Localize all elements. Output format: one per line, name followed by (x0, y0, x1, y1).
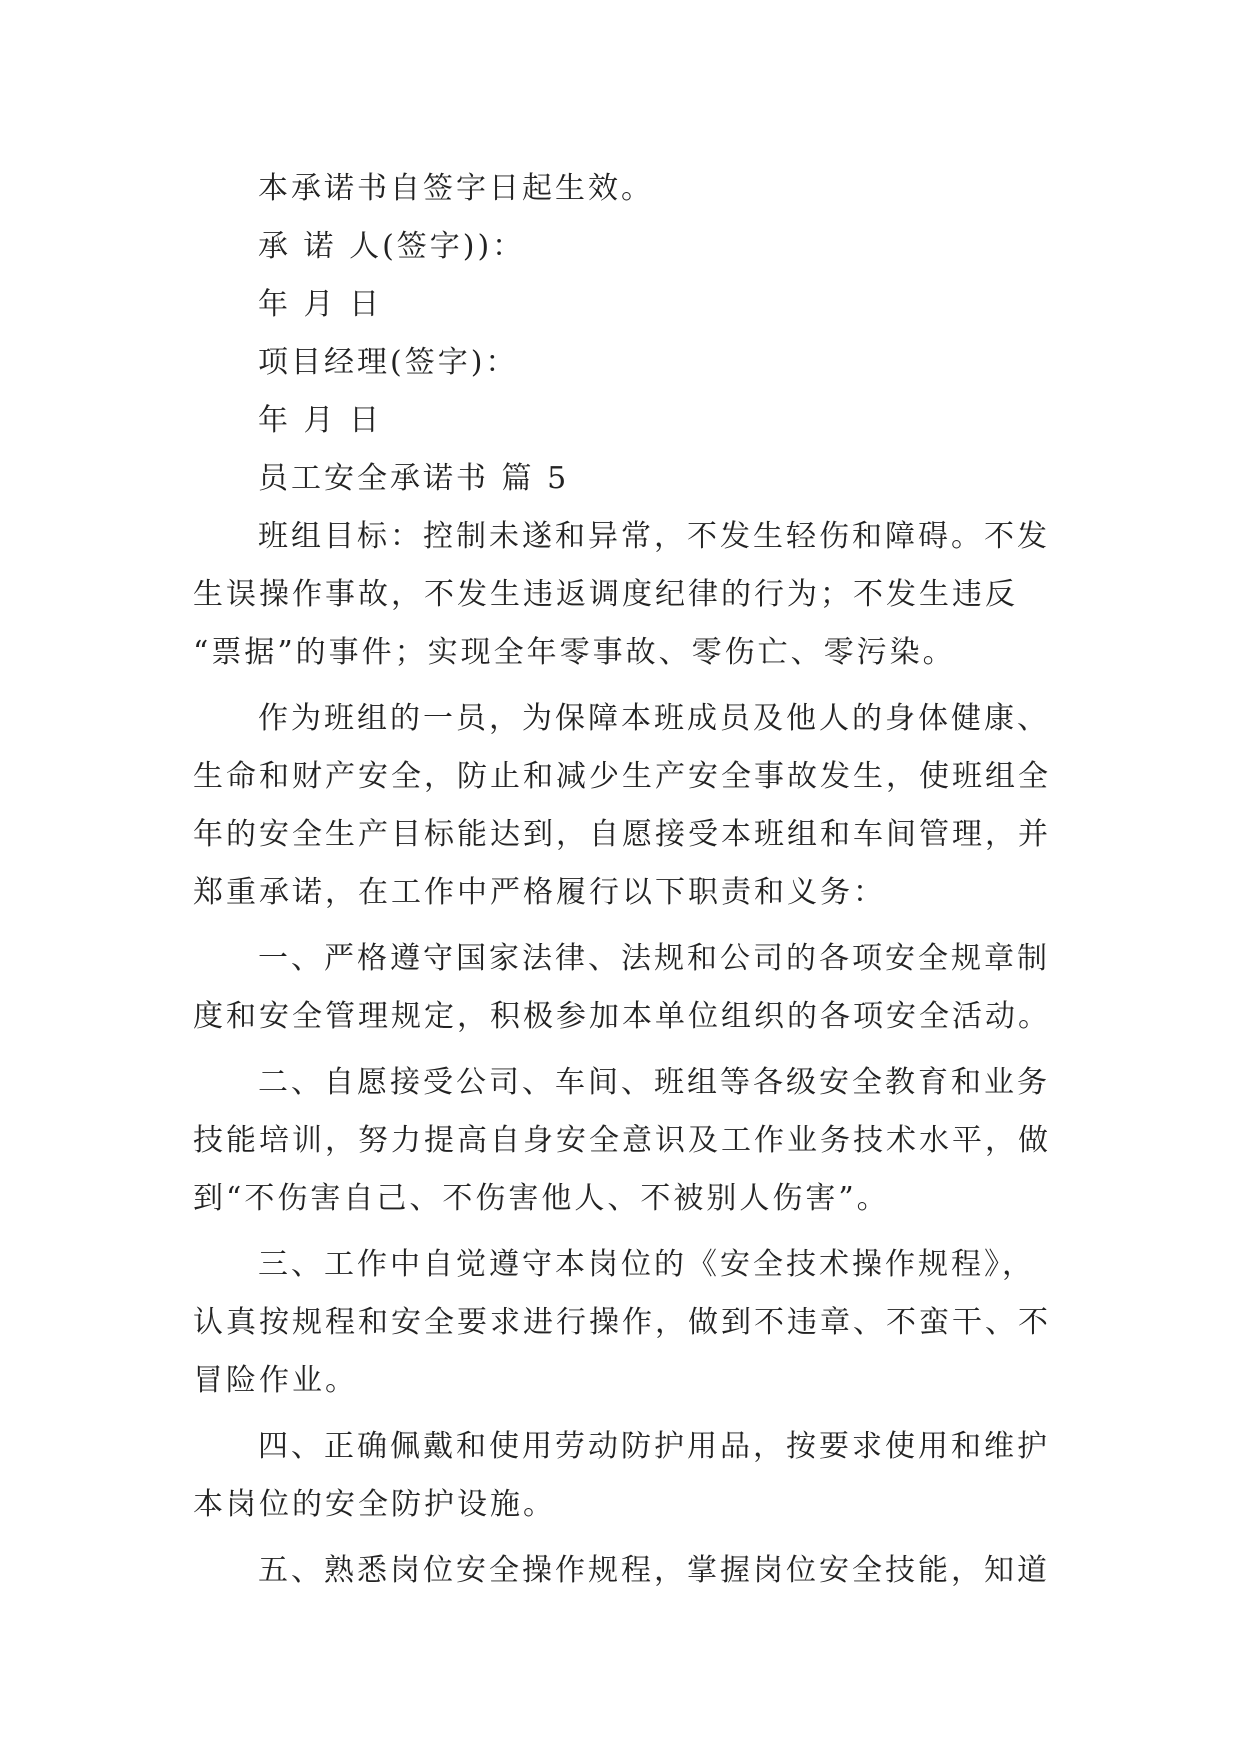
paragraph-line: 作为班组的一员，为保障本班成员及他人的身体健康、 (258, 701, 1050, 736)
paragraph-line: 技能培训，努力提高自身安全意识及工作业务技术水平，做 (193, 1123, 1051, 1158)
paragraph-line: 班组目标：控制未遂和异常，不发生轻伤和障碍。不发 (258, 519, 1050, 554)
paragraph-line: 度和安全管理规定，积极参加本单位组织的各项安全活动。 (193, 999, 1051, 1034)
paragraph-line: 四、正确佩戴和使用劳动防护用品，按要求使用和维护 (258, 1429, 1050, 1464)
document-body (193, 160, 1073, 1600)
paragraph-line: 三、工作中自觉遵守本岗位的《安全技术操作规程》， (258, 1247, 1035, 1282)
paragraph-line: 年的安全生产目标能达到，自愿接受本班组和车间管理，并 (193, 817, 1051, 852)
paragraph-line: 五、熟悉岗位安全操作规程，掌握岗位安全技能，知道 (258, 1553, 1050, 1588)
paragraph-line: 认真按规程和安全要求进行操作，做到不违章、不蛮干、不 (193, 1305, 1051, 1340)
promisor-date-line: 年 月 日 (258, 287, 383, 322)
paragraph-line: 生误操作事故，不发生违返调度纪律的行为；不发生违反 (193, 577, 1018, 612)
paragraph-line: 郑重承诺，在工作中严格履行以下职责和义务： (193, 875, 886, 910)
paragraph-line: 冒险作业。 (193, 1363, 358, 1398)
paragraph-line: 二、自愿接受公司、车间、班组等各级安全教育和业务 (258, 1065, 1050, 1100)
paragraph-line: 到“不伤害自己、不伤害他人、不被别人伤害”。 (193, 1181, 890, 1216)
paragraph-line: 一、严格遵守国家法律、法规和公司的各项安全规章制 (258, 941, 1050, 976)
paragraph-line: 本岗位的安全防护设施。 (193, 1487, 556, 1522)
paragraph-line: 生命和财产安全，防止和减少生产安全事故发生，使班组全 (193, 759, 1051, 794)
manager-signature-line: 项目经理(签字)： (258, 345, 519, 380)
promisor-signature-line: 承 诺 人(签字))： (258, 229, 526, 264)
manager-date-line: 年 月 日 (258, 403, 383, 438)
effective-clause: 本承诺书自签字日起生效。 (258, 171, 654, 206)
paragraph-line: “票据”的事件；实现全年零事故、零伤亡、零污染。 (193, 635, 956, 670)
section-heading: 员工安全承诺书 篇 5 (258, 461, 570, 496)
